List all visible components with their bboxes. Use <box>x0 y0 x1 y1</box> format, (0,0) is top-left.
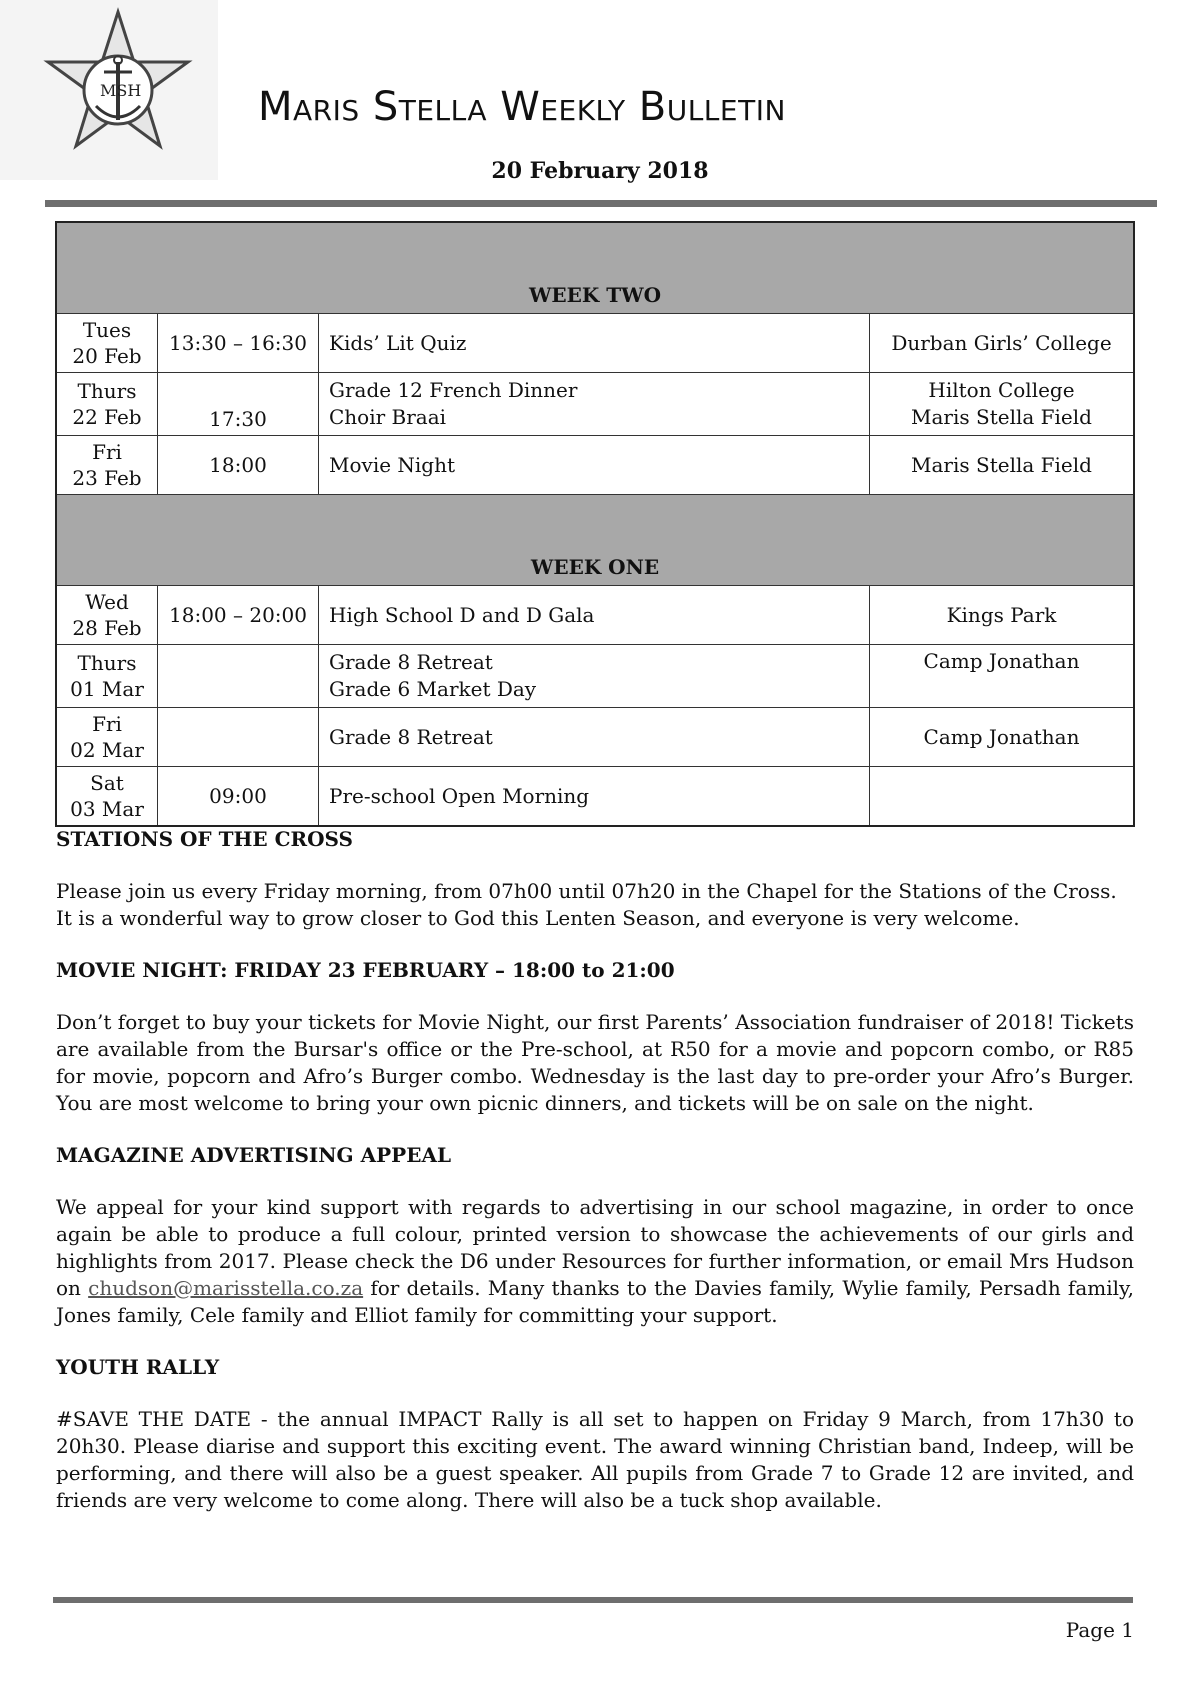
day-cell: Tues 20 Feb <box>56 314 158 373</box>
time-cell: 13:30 – 16:30 <box>158 314 319 373</box>
section-heading-stations: STATIONS OF THE CROSS <box>56 827 353 851</box>
day-cell: Fri 23 Feb <box>56 436 158 495</box>
event-cell: Grade 8 Retreat <box>319 708 870 767</box>
bulletin-content <box>56 826 1134 1539</box>
section-heading-youth: YOUTH RALLY <box>56 1355 220 1379</box>
venue-cell: Camp Jonathan <box>870 645 1135 708</box>
magazine-body: We appeal for your kind support with regards to advertising in our school magazine, in order to once again be able to produce a full colour, printed version to showcase the achievements of our girls and highlights from 2017. Please check the D6 under Resources for further information, or email Mrs Hudson on chudson@marisstella.co.za for details. Many thanks to the Davies family, Wylie family, Persadh family, Jones family, Cele family and Elliot family for committing your support. <box>56 1195 1135 1327</box>
day-cell: Thurs 22 Feb <box>56 373 158 436</box>
stations-body: Please join us every Friday morning, from 07h00 until 07h20 in the Chapel for the Stations of the Cross. It is a wonderful way to grow closer to God this Lenten Season, and everyone is very welcome. <box>56 879 1117 930</box>
venue-cell <box>870 767 1135 827</box>
youth-body: #SAVE THE DATE - the annual IMPACT Rally is all set to happen on Friday 9 March, from 17h30 to 20h30. Please diarise and support this exciting event. The award winning Christian band, Indeep, will be performing, and there will also be a guest speaker. All pupils from Grade 7 to Grade 12 are invited, and friends are very welcome to come along. There will also be a tuck shop available. <box>56 1407 1134 1512</box>
day-cell: Fri 02 Mar <box>56 708 158 767</box>
venue-cell: Hilton College Maris Stella Field <box>870 373 1135 436</box>
time-cell <box>158 645 319 708</box>
section-heading-magazine: MAGAZINE ADVERTISING APPEAL <box>56 1143 452 1167</box>
table-row <box>56 436 1134 495</box>
day-cell: Wed 28 Feb <box>56 586 158 645</box>
table-row <box>56 314 1134 373</box>
time-cell: 18:00 – 20:00 <box>158 586 319 645</box>
table-row <box>56 645 1134 708</box>
time-cell <box>158 708 319 767</box>
bulletin-date: 20 February 2018 <box>491 158 709 184</box>
movie-body: Don’t forget to buy your tickets for Movie Night, our first Parents’ Association fundraiser of 2018! Tickets are available from the Bursar's office or the Pre-school, at R50 for a movie and popcorn combo, or R85 for movie, popcorn and Afro’s Burger combo. Wednesday is the last day to pre-order your Afro’s Burger. You are most welcome to bring your own picnic dinners, and tickets will be on sale on the night. <box>56 1010 1134 1115</box>
section-heading-movie: MOVIE NIGHT: FRIDAY 23 FEBRUARY – 18:00 to 21:00 <box>56 958 675 982</box>
bulletin-title: Maris Stella Weekly Bulletin <box>258 84 786 130</box>
event-cell: High School D and D Gala <box>319 586 870 645</box>
email-link[interactable]: chudson@marisstella.co.za <box>88 1276 364 1300</box>
venue-cell: Camp Jonathan <box>870 708 1135 767</box>
day-cell: Sat 03 Mar <box>56 767 158 827</box>
schedule-table <box>55 221 1135 827</box>
time-cell: 09:00 <box>158 767 319 827</box>
event-cell: Grade 12 French Dinner Choir Braai <box>319 373 870 436</box>
svg-text:MSH: MSH <box>100 81 142 100</box>
venue-cell: Maris Stella Field <box>870 436 1135 495</box>
week-header <box>56 495 1134 586</box>
time-cell: 17:30 <box>158 373 319 436</box>
event-cell: Kids’ Lit Quiz <box>319 314 870 373</box>
week-header <box>56 222 1134 314</box>
event-cell: Pre-school Open Morning <box>319 767 870 827</box>
week-two-title: WEEK TWO <box>56 222 1134 314</box>
event-cell: Grade 8 Retreat Grade 6 Market Day <box>319 645 870 708</box>
table-row <box>56 767 1134 827</box>
venue-cell: Durban Girls’ College <box>870 314 1135 373</box>
table-row <box>56 586 1134 645</box>
page-number: Page 1 <box>1065 1618 1134 1642</box>
week-one-title: WEEK ONE <box>56 495 1134 586</box>
venue-cell: Kings Park <box>870 586 1135 645</box>
table-row <box>56 708 1134 767</box>
event-cell: Movie Night <box>319 436 870 495</box>
time-cell: 18:00 <box>158 436 319 495</box>
table-row <box>56 373 1134 436</box>
day-cell: Thurs 01 Mar <box>56 645 158 708</box>
school-logo <box>0 0 218 180</box>
footer-divider <box>53 1597 1133 1603</box>
header-divider <box>45 200 1157 207</box>
